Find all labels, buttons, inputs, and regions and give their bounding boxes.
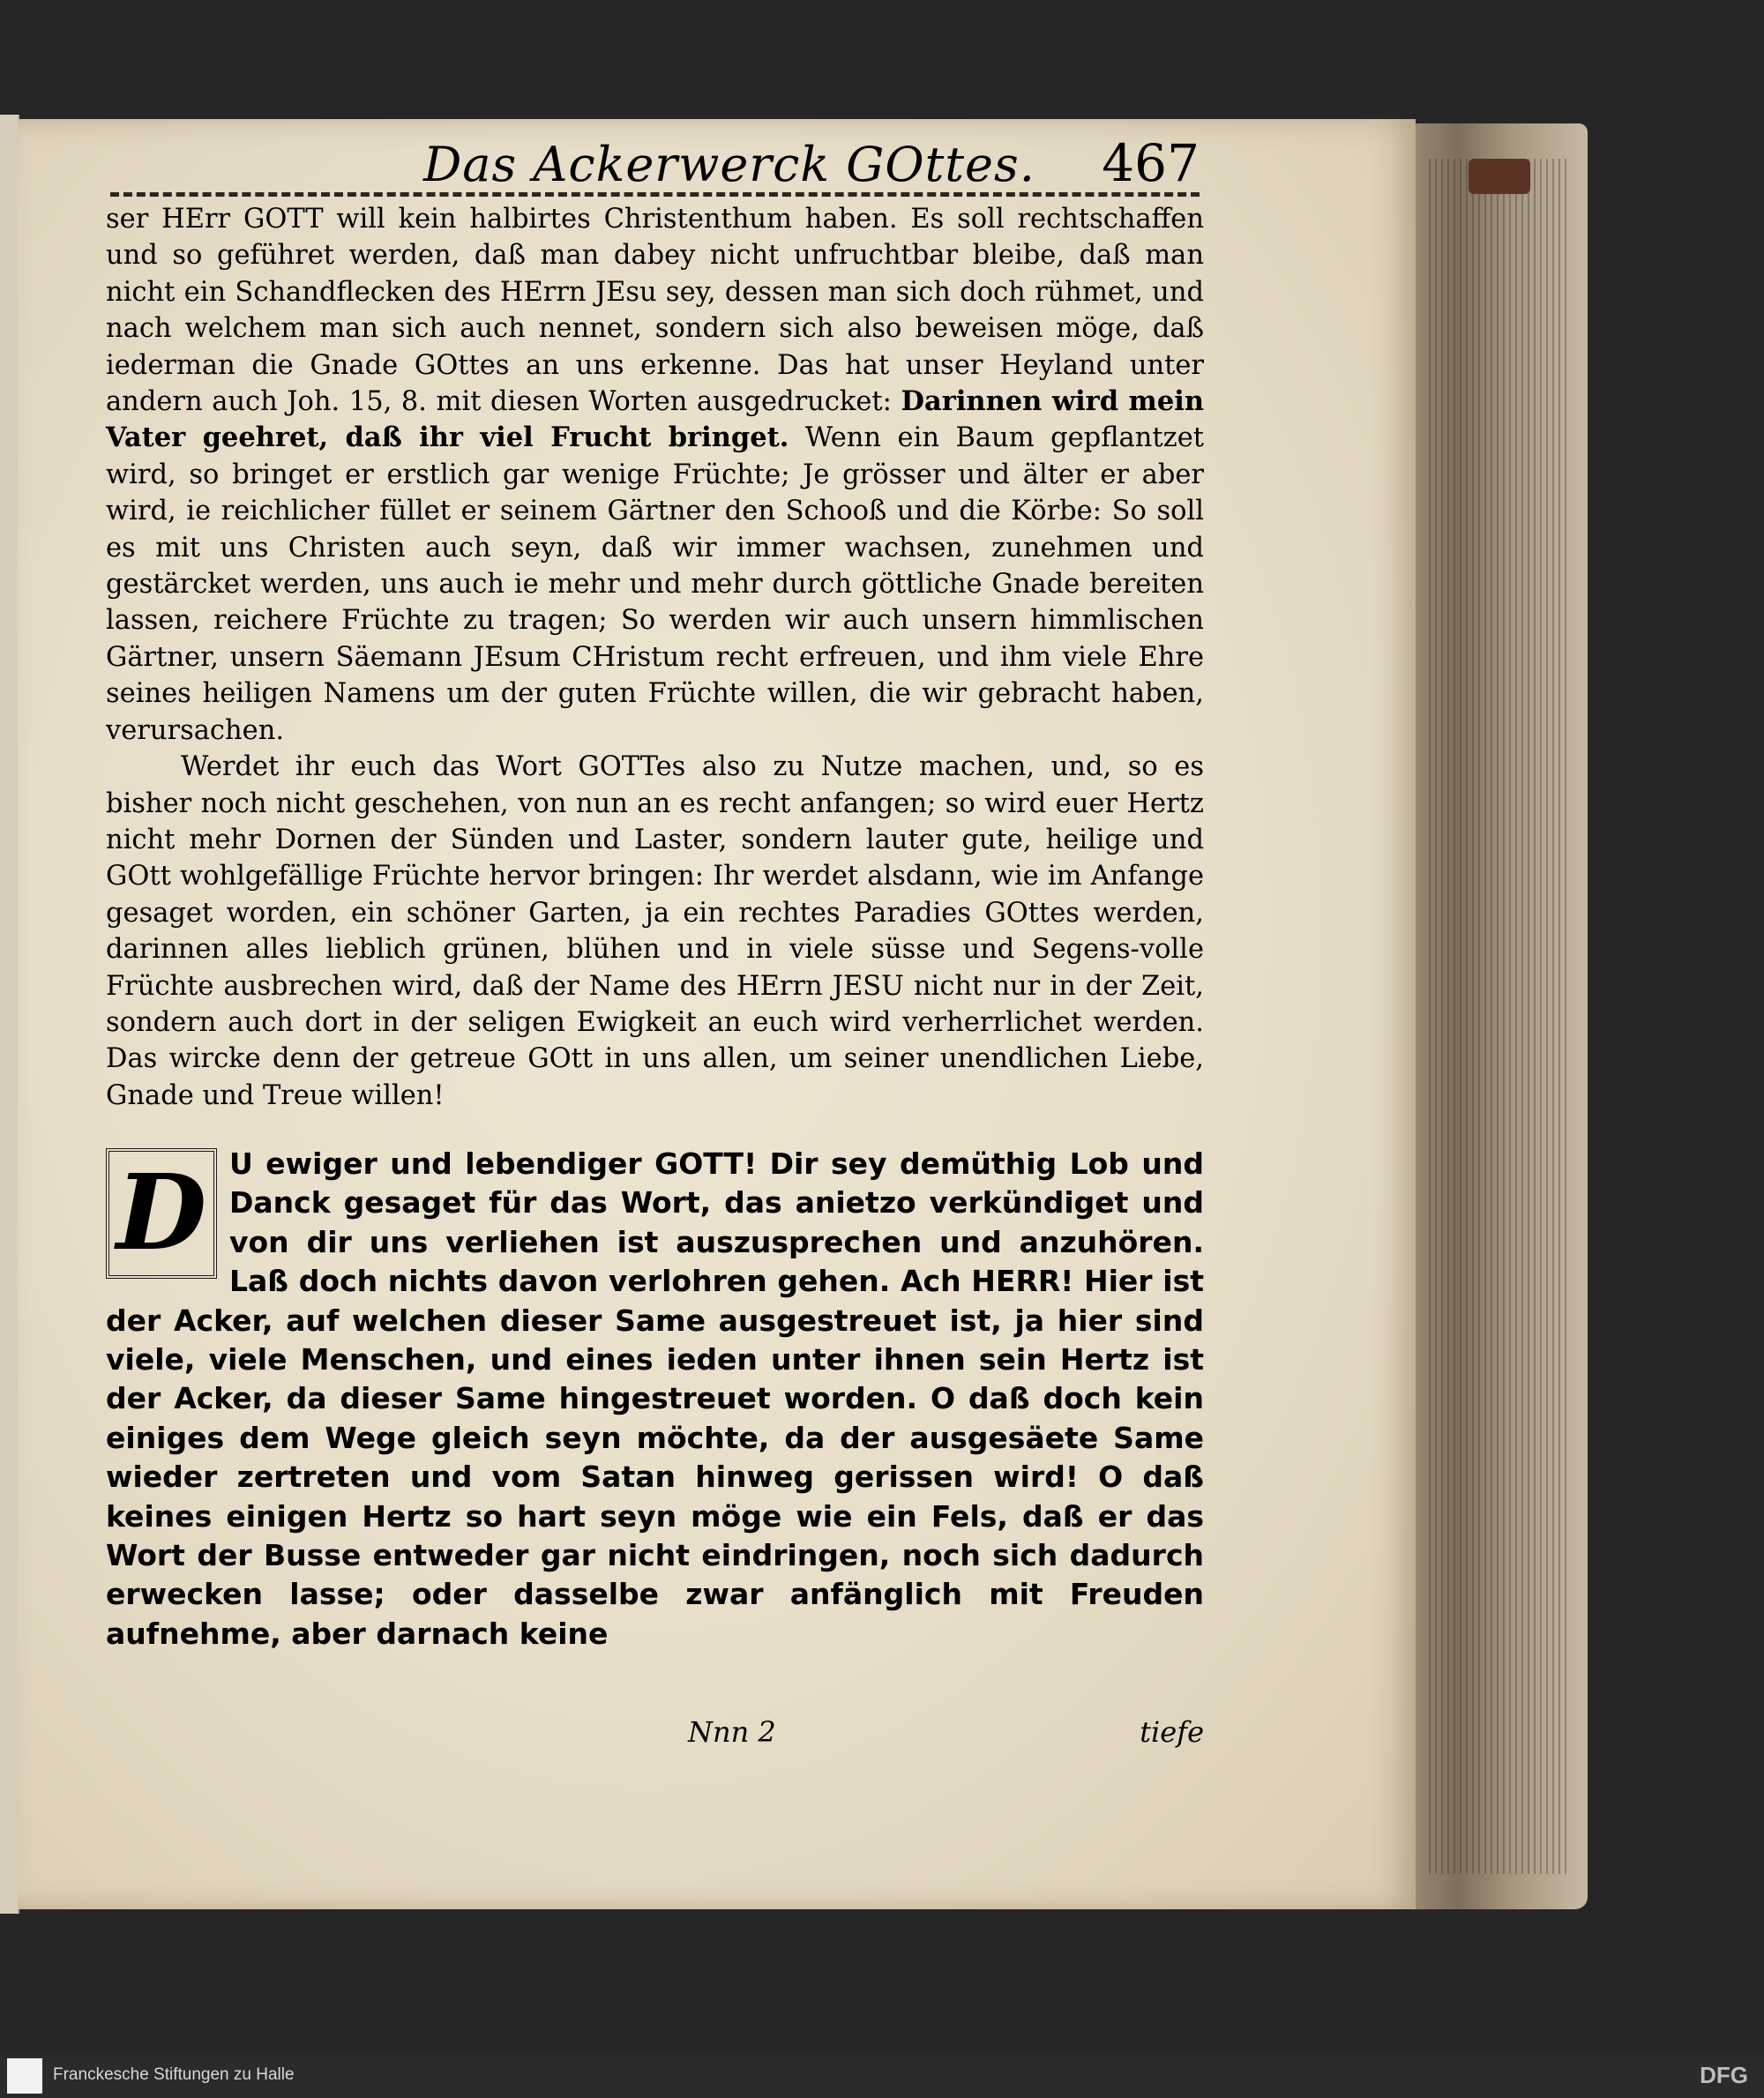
dfg-logo: DFG (1700, 2062, 1748, 2088)
signature-mark: Nnn 2 (688, 1715, 776, 1749)
catchword: tiefe (1140, 1715, 1204, 1749)
page-header (106, 128, 1200, 198)
prayer-text: U ewiger und lebendiger GOTT! Dir sey demüthig Lob und Danck gesaget für das Wort, das anietzo verkündiget und von dir uns verliehen ist auszusprechen und anzuhören. Laß doch nichts davon verlohren gehen. Ach HERR! Hier ist der Acker, auf welchen dieser Same ausgestreuet ist, ja hier sind viele, viele Menschen, und eines ieden unter ihnen sein Hertz ist der Acker, da dieser Same hingestreuet worden. O daß doch kein einiges dem Wege gleich seyn möchte, da der ausgesäete Same wieder zertreten und vom Satan hinweg gerissen wird! O daß keines einigen Hertz so hart seyn möge wie ein Fels, daß er das Wort der Busse entweder gar nicht eindringen, noch sich dadurch erwecken lasse; oder dasselbe zwar anfänglich mit Freuden aufnehme, aber darnach keine (106, 1146, 1204, 1651)
institution-logo (7, 2058, 42, 2094)
body-text (106, 201, 1204, 1114)
paragraph-text: Wenn ein Baum gepflantzet wird, so bringet er erstlich gar wenige Früchte; Je grösser und älter er aber wird, ie reichlicher füllet er seinem Gärtner den Schooß und die Körbe: So soll es mit uns Christen auch seyn, daß wir immer wachsen, zunehmen und gestärcket werden, uns auch ie mehr und mehr durch göttliche Gnade bereiten lassen, reichere Früchte zu tragen; So werden wir auch unsern himmlischen Gärtner, unsern Säemann JEsum CHristum recht erfreuen, und ihm viele Ehre seines heiligen Namens um der guten Früchte willen, die wir gebracht haben, verursachen. (106, 422, 1205, 746)
previous-page-edge (0, 115, 19, 1914)
decorated-initial: D (106, 1148, 217, 1279)
credit-bar (0, 2053, 1764, 2098)
running-title: Das Ackerwerck GOttes. (423, 137, 1035, 192)
paragraph: Werdet ihr euch das Wort GOTTes also zu Nutze machen, und, so es bisher noch nicht geschehen, von nun an es recht anfangen; so wird euer Hertz nicht mehr Dornen der Sünden und Laster, sondern lauter gute, heilige und GOtt wohlgefällige Früchte hervor bringen: Ihr werdet alsdann, wie im Anfange gesaget worden, ein schöner Garten, ja ein rechtes Paradies GOttes werden, darinnen alles lieblich grünen, blühen und in viele süsse und Segens-volle Früchte ausbrechen wird, daß der Name des HErrn JESU nicht nur in der Zeit, sondern auch dort in der seligen Ewigkeit an euch wird verherrlichet werden. Das wircke denn der getreue GOtt in uns allen, um seiner unendlichen Liebe, Gnade und Treue willen! (106, 751, 1204, 1111)
paragraph-text: ser HErr GOTT will kein halbirtes Christenthum haben. Es soll rechtschaffen und so geführet werden, daß man dabey nicht unfruchtbar bleibe, daß man nicht ein Schandflecken des HErrn JEsu sey, dessen man sich doch rühmet, und nach welchem man sich auch nennet, sondern sich also beweisen möge, daß iederman die Gnade GOttes an uns erkenne. Das hat unser Heyland unter andern auch Joh. 15, 8. mit diesen Worten ausgedrucket: (106, 204, 1204, 418)
bookmark-ribbon (1469, 159, 1530, 194)
paragraph (106, 201, 1204, 749)
book-block-edge (1402, 123, 1588, 1909)
bible-quote: Darinnen wird mein Vater geehret, daß ihr viel Frucht bringet. (106, 385, 1204, 454)
page-footer (106, 1715, 1204, 1759)
header-rule (110, 192, 1200, 197)
institution-name: Franckesche Stiftungen zu Halle (53, 2065, 295, 2084)
prayer-section (106, 1145, 1204, 1654)
page-number: 467 (1102, 133, 1200, 193)
